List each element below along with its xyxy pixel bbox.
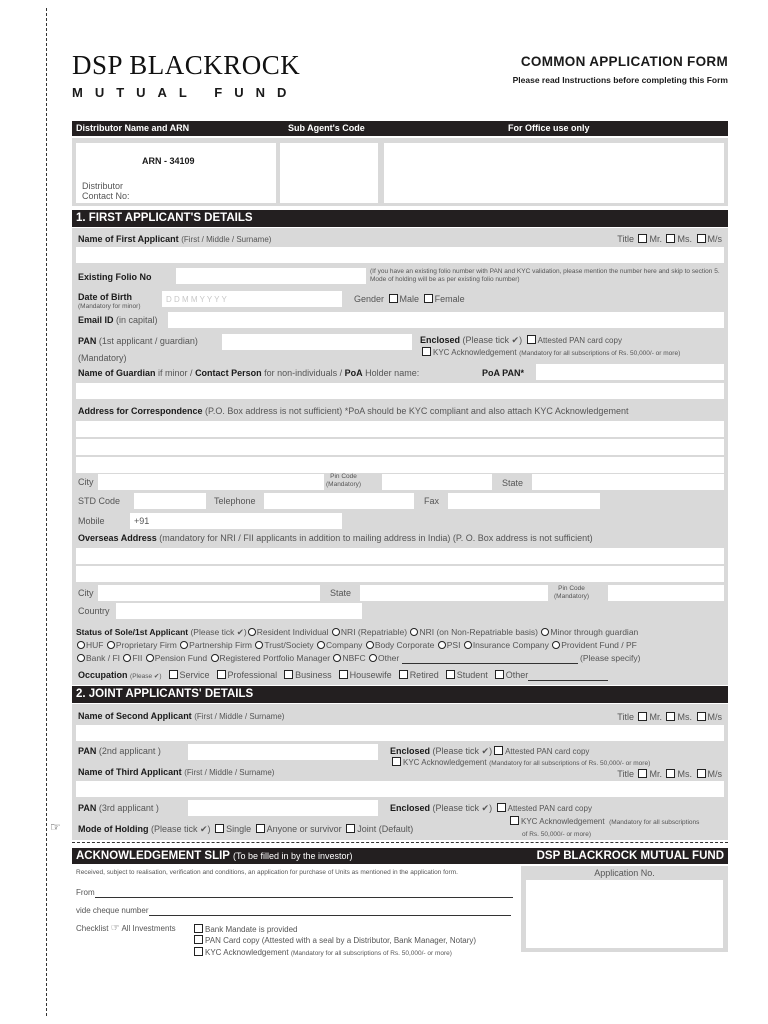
ms-firm-checkbox-2[interactable] <box>697 712 706 721</box>
email-label: Email ID (in capital) <box>78 315 158 325</box>
single-checkbox[interactable] <box>215 824 224 833</box>
occupation-other-field[interactable] <box>528 680 608 681</box>
dob-note: (Mandatory for minor) <box>78 303 141 310</box>
status-radio[interactable] <box>77 641 85 649</box>
ms-checkbox-3[interactable] <box>666 769 675 778</box>
status-radio[interactable] <box>180 641 188 649</box>
app-no-box <box>526 880 723 948</box>
enclosed-options-2: Enclosed (Please tick ✔) Attested PAN card copy <box>390 746 590 756</box>
overseas-label: Overseas Address (mandatory for NRI / FII applicants in addition to mailing address in India) (P. O. Box address is not sufficient) <box>78 533 593 543</box>
overseas-city-field[interactable] <box>98 585 320 601</box>
checklist-item-1: Bank Mandate is provided <box>192 924 298 935</box>
overseas-pin-label: Pin Code (Mandatory) <box>554 585 590 600</box>
pan2-label: PAN (2nd applicant ) <box>78 746 161 756</box>
pin-field[interactable] <box>382 474 492 490</box>
attested-pan-checkbox-3[interactable] <box>497 803 506 812</box>
kyc-checkbox[interactable] <box>422 347 431 356</box>
state-label: State <box>502 478 524 488</box>
sub-agent-box[interactable] <box>280 143 378 203</box>
mode-of-holding: Mode of Holding (Please tick ✔) Single Anyone or survivor Joint (Default) <box>78 824 414 834</box>
ms-checkbox-2[interactable] <box>666 712 675 721</box>
section1-area <box>72 228 728 685</box>
guardian-name-field[interactable] <box>76 383 724 399</box>
overseas-state-label: State <box>330 588 352 598</box>
ms-firm-checkbox[interactable] <box>697 234 706 243</box>
guardian-label: Name of Guardian if minor / Contact Person for non-individuals / PoA Holder name: <box>78 368 420 378</box>
dob-label: Date of Birth <box>78 292 132 302</box>
distributor-header: Distributor Name and ARN <box>76 123 190 133</box>
status-radio[interactable] <box>248 628 256 636</box>
checklist-label: Checklist ☞ All Investments <box>76 923 176 934</box>
pointing-hand-icon-2: ☞ <box>110 923 120 934</box>
enclosed-options: Enclosed (Please tick ✔) Attested PAN card copy <box>420 335 622 345</box>
address-line-2[interactable] <box>76 439 724 455</box>
status-radio[interactable] <box>369 654 377 662</box>
office-use-header: For Office use only <box>508 123 590 133</box>
status-radio[interactable] <box>77 654 85 662</box>
telephone-field[interactable] <box>264 493 414 509</box>
telephone-label: Telephone <box>214 496 256 506</box>
overseas-state-field[interactable] <box>360 585 548 601</box>
status-radio[interactable] <box>123 654 131 662</box>
std-field[interactable] <box>134 493 206 509</box>
checklist-item-2: PAN Card copy (Attested with a seal by a Distributor, Bank Manager, Notary) <box>192 935 476 946</box>
joint-checkbox[interactable] <box>346 824 355 833</box>
status-radio[interactable] <box>552 641 560 649</box>
status-radio[interactable] <box>317 641 325 649</box>
pointing-hand-icon: ☞ <box>50 820 61 834</box>
occupation-checkbox[interactable] <box>399 670 408 679</box>
status-radio[interactable] <box>211 654 219 662</box>
status-line-3: Bank / FI FII Pension Fund Registered Portfolio Manager NBFC Other (Please specify) <box>76 653 640 664</box>
third-applicant-name-field[interactable] <box>76 781 724 797</box>
folio-field[interactable] <box>176 268 366 284</box>
status-radio[interactable] <box>332 628 340 636</box>
sub-agent-header: Sub Agent's Code <box>288 123 365 133</box>
title-options-3: Title Mr. Ms. M/s <box>617 769 722 779</box>
form-instructions: Please read Instructions before completing this Form <box>512 75 728 85</box>
occupation-checkbox[interactable] <box>217 670 226 679</box>
city-label: City <box>78 477 94 487</box>
second-applicant-name-field[interactable] <box>76 725 724 741</box>
status-radio[interactable] <box>410 628 418 636</box>
distributor-bar <box>72 121 728 136</box>
address-label: Address for Correspondence (P.O. Box address is not sufficient) *PoA should be KYC compliant and also attach KYC Acknowledgement <box>78 406 629 416</box>
address-line-3[interactable] <box>76 457 724 473</box>
logo-main: DSP BLACKROCK <box>72 50 301 80</box>
bank-mandate-checkbox[interactable] <box>194 924 203 933</box>
pan-label: PAN (1st applicant / guardian) <box>78 336 198 346</box>
female-checkbox[interactable] <box>424 294 433 303</box>
folio-label: Existing Folio No <box>78 272 152 282</box>
distributor-contact-label: Distributor Contact No: <box>82 181 130 201</box>
pan-copy-checkbox[interactable] <box>194 935 203 944</box>
kyc-option: KYC Acknowledgement (Mandatory for all subscriptions of Rs. 50,000/- or more) <box>420 347 680 358</box>
pan2-field[interactable] <box>188 744 378 760</box>
ack-heading: ACKNOWLEDGEMENT SLIP (To be filled in by the investor) <box>76 850 353 862</box>
kyc-ack-checkbox[interactable] <box>194 947 203 956</box>
distributor-area <box>72 138 728 206</box>
poa-pan-field[interactable] <box>536 364 724 380</box>
title-options-2: Title Mr. Ms. M/s <box>617 712 722 722</box>
attested-pan-checkbox-2[interactable] <box>494 746 503 755</box>
gender-options: Gender Male Female <box>354 294 465 304</box>
section2-area <box>50 704 728 840</box>
overseas-line-1[interactable] <box>76 548 724 564</box>
app-no-area <box>521 866 728 952</box>
email-field[interactable] <box>168 312 724 328</box>
city-field[interactable] <box>98 474 324 490</box>
address-line-1[interactable] <box>76 421 724 437</box>
ack-received-text: Received, subject to realisation, verification and conditions, an application for purchase of Units as mentioned in the application form. <box>76 869 458 876</box>
ack-from: From <box>76 888 513 898</box>
status-radio[interactable] <box>366 641 374 649</box>
status-line-1: Status of Sole/1st Applicant (Please tick ✔) Resident Individual NRI (Repatriable) NRI (on Non-Repatriable basis) Minor through guardian <box>76 627 639 637</box>
ack-cheque-field[interactable] <box>149 915 511 916</box>
status-radio[interactable] <box>333 654 341 662</box>
arn-value: ARN - 34109 <box>142 156 195 166</box>
country-label: Country <box>78 606 110 616</box>
ack-brand: DSP BLACKROCK MUTUAL FUND <box>536 850 724 862</box>
kyc-checkbox-2[interactable] <box>392 757 401 766</box>
dob-field[interactable]: D D M M Y Y Y Y <box>162 291 342 307</box>
male-checkbox[interactable] <box>389 294 398 303</box>
fax-label: Fax <box>424 496 440 506</box>
fax-field[interactable] <box>448 493 600 509</box>
occupation-checkbox[interactable] <box>169 670 178 679</box>
mr-checkbox-2[interactable] <box>638 712 647 721</box>
overseas-city-label: City <box>78 588 94 598</box>
pan-mandatory: (Mandatory) <box>78 353 127 363</box>
occupation-checkbox[interactable] <box>495 670 504 679</box>
attested-pan-checkbox[interactable] <box>527 335 536 344</box>
first-applicant-name-field[interactable] <box>76 247 724 263</box>
ms-checkbox[interactable] <box>666 234 675 243</box>
status-radio[interactable] <box>146 654 154 662</box>
overseas-line-2[interactable] <box>76 566 724 582</box>
status-radio[interactable] <box>541 628 549 636</box>
country-field[interactable] <box>116 603 362 619</box>
ack-heading-bar <box>72 848 728 864</box>
status-line-2: HUF Proprietary Firm Partnership Firm Trust/Society Company Body Corporate PSI Insurance Company Provident Fund / PF <box>76 640 637 651</box>
kyc-option-3: KYC Acknowledgement (Mandatory for all subscriptions of Rs. 50,000/- or more) <box>508 815 699 839</box>
anyone-survivor-checkbox[interactable] <box>256 824 265 833</box>
section2-heading: 2. JOINT APPLICANTS' DETAILS <box>72 686 728 703</box>
poa-pan-label: PoA PAN* <box>482 368 525 378</box>
occupation-line: Occupation (Please ✔) Service Professional Business Housewife Retired Student Other <box>78 670 608 681</box>
mr-checkbox-3[interactable] <box>638 769 647 778</box>
logo-sub: MUTUAL FUND <box>72 85 299 100</box>
mobile-label: Mobile <box>78 516 105 526</box>
status-radio[interactable] <box>438 641 446 649</box>
logo <box>72 52 300 100</box>
checklist-item-3: KYC Acknowledgement (Mandatory for all subscriptions of Rs. 50,000/- or more) <box>192 947 452 958</box>
status-other-field[interactable] <box>402 663 578 664</box>
status-radio[interactable] <box>107 641 115 649</box>
enclosed-options-3: Enclosed (Please tick ✔) Attested PAN card copy <box>390 803 592 813</box>
office-use-box <box>384 143 724 203</box>
section1-heading: 1. FIRST APPLICANT'S DETAILS <box>72 210 728 227</box>
tear-line <box>72 842 728 843</box>
occupation-checkbox[interactable] <box>446 670 455 679</box>
third-applicant-label: Name of Third Applicant (First / Middle / Surname) <box>78 767 275 777</box>
kyc-option-2: KYC Acknowledgement (Mandatory for all subscriptions of Rs. 50,000/- or more) <box>390 757 650 768</box>
pan3-field[interactable] <box>188 800 378 816</box>
ack-cheque: vide cheque number <box>76 906 511 916</box>
first-applicant-label: Name of First Applicant (First / Middle / Surname) <box>78 234 272 244</box>
pan-field[interactable] <box>222 334 412 350</box>
ms-firm-checkbox-3[interactable] <box>697 769 706 778</box>
overseas-pin-field[interactable] <box>608 585 724 601</box>
form-title: COMMON APPLICATION FORM <box>520 54 728 69</box>
kyc-checkbox-3[interactable] <box>510 816 519 825</box>
app-no-label: Application No. <box>594 868 655 878</box>
mr-checkbox[interactable] <box>638 234 647 243</box>
folio-note: (If you have an existing folio number with PAN and KYC validation, please mention the number here and skip to section 5. Mode of holding will be as per existing folio number) <box>370 268 720 283</box>
state-field[interactable] <box>532 474 724 490</box>
mobile-field[interactable]: +91 <box>130 513 342 529</box>
std-label: STD Code <box>78 496 121 506</box>
pan3-label: PAN (3rd applicant ) <box>78 803 159 813</box>
occupation-checkbox[interactable] <box>339 670 348 679</box>
form-title-block <box>513 54 728 85</box>
pin-label: Pin Code (Mandatory) <box>326 473 362 488</box>
distributor-box[interactable] <box>76 143 276 203</box>
second-applicant-label: Name of Second Applicant (First / Middle / Surname) <box>78 711 285 721</box>
occupation-checkbox[interactable] <box>284 670 293 679</box>
status-radio[interactable] <box>255 641 263 649</box>
title-options: Title Mr. Ms. M/s <box>617 234 722 244</box>
cut-line <box>46 8 47 1016</box>
ack-from-field[interactable] <box>95 897 513 898</box>
status-radio[interactable] <box>464 641 472 649</box>
